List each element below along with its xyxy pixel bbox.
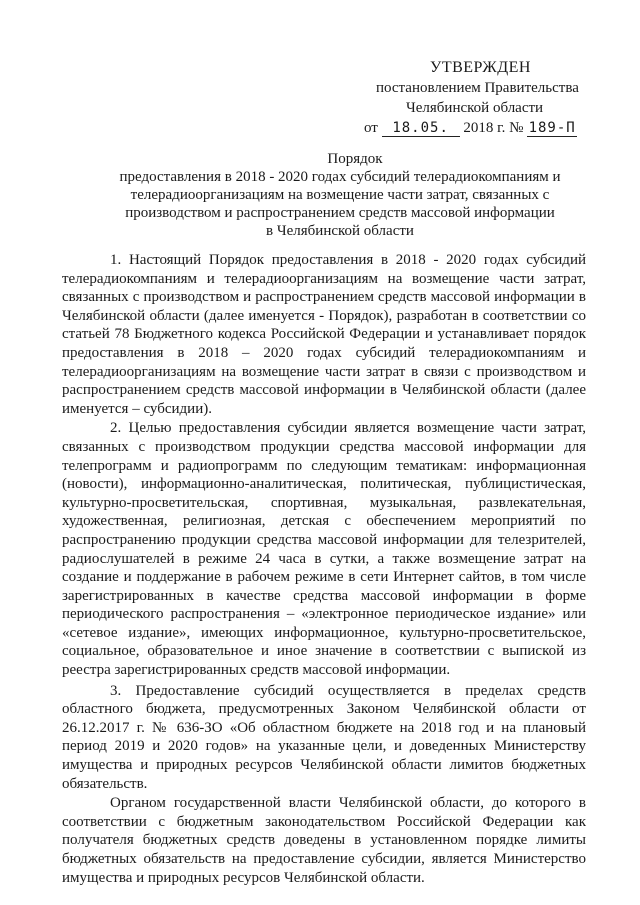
approved-region-line: Челябинской области [406,100,544,116]
title-line: предоставления в 2018 - 2020 годах субсидий телерадиокомпаниям и [119,169,561,185]
approval-date-line [364,118,598,138]
paragraph-4: Органом государственной власти Челябинской области, до которого в соответствии с бюджетным законодательством Российской Федерации как получателя бюджетных средств доведены в установленном порядке лимиты бюджетных обязательств на предоставление субсидии, является Министерство имущества и природных ресурсов Челябинской области. [62,795,586,886]
title-line: в Челябинской области [266,223,414,239]
approval-date: 18.05. [382,120,460,137]
title-line: производством и распространением средств массовой информации [125,205,555,221]
document-body [62,251,586,888]
approved-by-line: постановлением Правительства [376,80,579,96]
document-title: Порядок [327,151,383,167]
approval-stamp-block [364,58,598,138]
paragraph-1: 1. Настоящий Порядок предоставления в 2018 - 2020 годах субсидий телерадиокомпаниям и телерадиоорганизациям на возмещение части затрат, связанных с производством и распространением средств массовой информации в Челябинской области (далее именуется - Порядок), разработан в соответствии со статьей 78 Бюджетного кодекса Российской Федерации и устанавливает порядок предоставления в 2018 – 2020 годах субсидий телерадиокомпаниям и телерадиоорганизациям на возмещение части затрат в связи с производством и распространением средств массовой информации в Челябинской области (далее именуется – субсидии). [62,252,586,417]
title-line: телерадиоорганизациям на возмещение части затрат, связанных с [130,187,550,203]
approval-number: 189-П [528,120,576,136]
paragraph-3: 3. Предоставление субсидий осуществляется в пределах средств областного бюджета, предусмотренных Законом Челябинской области от 26.12.2017 г. № 636-ЗО «Об областном бюджете на 2018 год и на плановый период 2019 и 2020 годов» на указанные цели, и доведенных Министерству имущества и природных ресурсов Челябинской области лимитов бюджетных обязательств. [62,682,586,792]
date-prefix: от [364,120,378,136]
paragraph-2: 2. Целью предоставления субсидии является возмещение части затрат, связанных с производством продукции средства массовой информации для телепрограмм и радиопрограмм по следующим тематикам: информационная (новости), информационно-аналитическая, политическая, публицистическая, культурно-просветительская, спортивная, музыкальная, развлекательная, художественная, религиозная, детская с обеспечением мероприятий по распространению продукции средства массовой информации для телезрителей, радиослушателей в режиме 24 часа в сутки, а также возмещение затрат на создание и поддержание в рабочем режиме в сети Интернет сайтов, в том числе зарегистрированных в качестве средства массовой информации в форме периодического распространения – «электронное периодическое издание» или «сетевое издание», имеющих информационное, культурно-просветительское, социальное, образовательное и иное значение в соответствии с выпиской из реестра зарегистрированных средств массовой информации. [62,420,586,679]
approved-heading: УТВЕРЖДЕН [430,59,531,76]
approval-year-number-label: 2018 г. № [463,120,524,136]
document-title-block [70,150,610,240]
